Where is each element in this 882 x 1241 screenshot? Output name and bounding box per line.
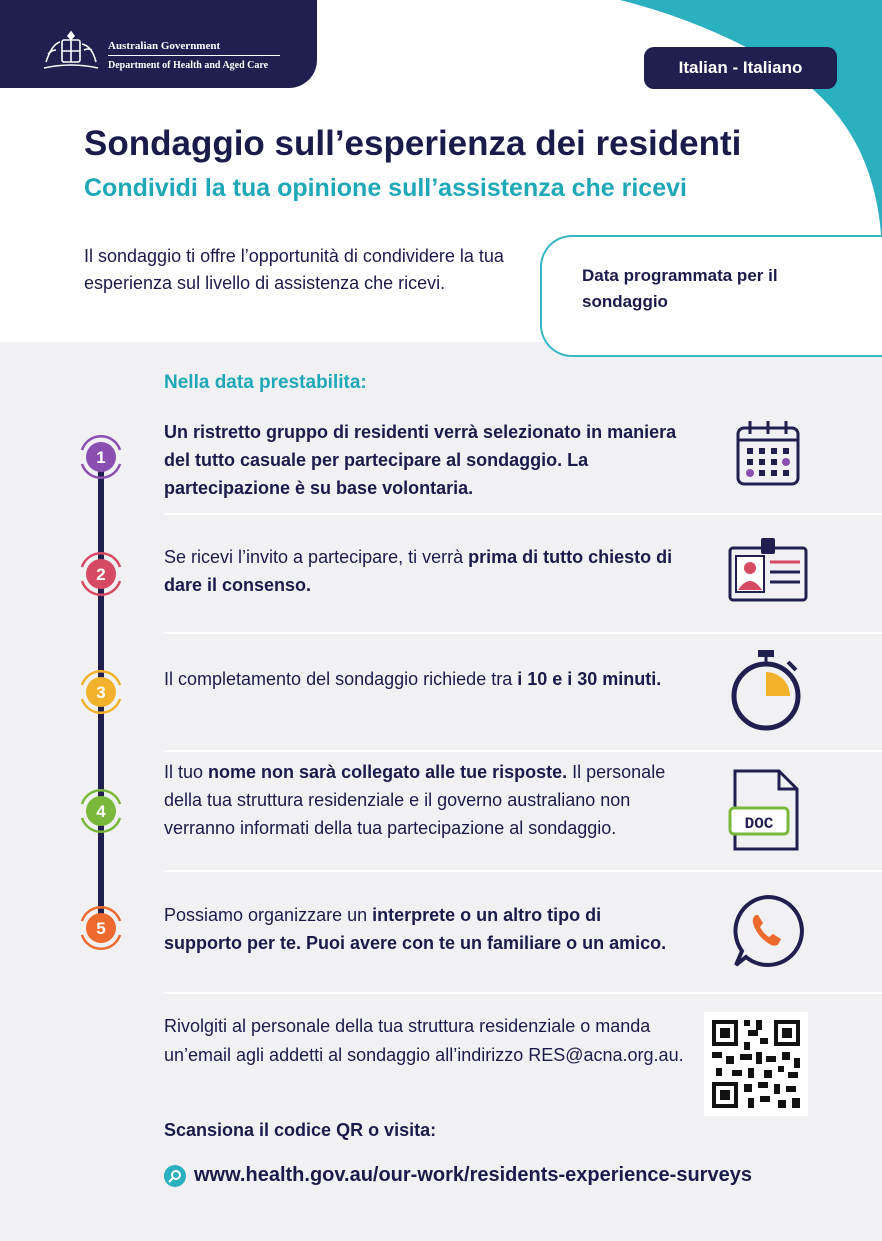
step-5-text: [164, 901, 684, 957]
step-2-badge: [76, 549, 126, 599]
government-name: Australian Government: [108, 40, 221, 52]
header-divider: [108, 55, 280, 56]
step-divider: [164, 870, 882, 872]
section-heading: Nella data prestabilita:: [164, 372, 367, 393]
step-3-number: 3: [96, 683, 106, 702]
scheduled-date-box: [540, 235, 882, 357]
step-4-badge: [76, 786, 126, 836]
coat-of-arms-icon: [40, 26, 102, 74]
doc-icon-label: DOC: [744, 815, 774, 833]
step-3-text-part: i 10 e i 30 minuti.: [517, 669, 662, 689]
step-4-text: [164, 758, 684, 842]
intro-paragraph: Il sondaggio ti offre l’opportunità di condividere la tua esperienza sul livello di assistenza che ricevi.: [84, 246, 504, 293]
search-icon: [164, 1165, 186, 1187]
id-card-icon: [728, 536, 808, 602]
step-3-text-part: Il completamento del sondaggio richiede tra: [164, 669, 518, 689]
survey-url-link[interactable]: www.health.gov.au/our-work/residents-experience-surveys: [194, 1164, 752, 1186]
step-5-text-part: Possiamo organizzare un: [164, 905, 373, 925]
phone-chat-icon: [730, 893, 806, 969]
step-5-number: 5: [96, 919, 106, 938]
step-1-badge: [76, 432, 126, 482]
step-divider: [164, 513, 882, 515]
language-badge: Italian - Italiano: [644, 47, 837, 89]
step-2-text-part: Se ricevi l’invito a partecipare, ti verrà: [164, 547, 469, 567]
step-3-text: [164, 665, 684, 693]
step-2-text: [164, 543, 684, 599]
department-name: Department of Health and Aged Care: [108, 60, 269, 71]
step-2-text-part: prima di tutto chiesto di dare il consenso.: [164, 547, 673, 595]
step-2-number: 2: [96, 565, 106, 584]
step-divider: [164, 632, 882, 634]
calendar-icon: [735, 418, 801, 488]
page-title: Sondaggio sull’esperienza dei residenti: [84, 124, 742, 163]
government-header: [0, 0, 317, 88]
step-5-text-part: interprete o un altro tipo di supporto per te. Puoi avere con te un familiare o un amico.: [164, 905, 667, 953]
step-3-badge: [76, 667, 126, 717]
step-4-text-part: nome non sarà collegato alle tue risposte.: [208, 762, 568, 782]
step-1-number: 1: [96, 448, 106, 467]
url-row[interactable]: [164, 1164, 752, 1187]
scheduled-date-label: Data programmata per il sondaggio: [582, 266, 778, 311]
scan-qr-label: Scansiona il codice QR o visita:: [164, 1120, 437, 1140]
step-1-text-part: Un ristretto gruppo di residenti verrà selezionato in maniera del tutto casuale per partecipare al sondaggio. La partecipazione è su base volontaria.: [164, 422, 677, 498]
step-4-text-part: Il personale della tua struttura residenziale e il governo australiano non verranno informati della tua partecipazione al sondaggio.: [164, 762, 666, 838]
qr-code[interactable]: [704, 1012, 808, 1116]
step-divider: [164, 750, 882, 752]
contact-paragraph: Rivolgiti al personale della tua struttura residenziale o manda un’email agli addetti al sondaggio all’indirizzo RES@acna.org.au.: [164, 1016, 684, 1065]
step-divider: [164, 992, 882, 994]
step-1-text: [164, 418, 684, 502]
step-4-number: 4: [96, 802, 106, 821]
stopwatch-icon: [728, 648, 804, 732]
page-subtitle: Condividi la tua opinione sull’assistenza che ricevi: [84, 174, 687, 202]
document-icon: [727, 768, 801, 852]
step-4-text-part: Il tuo: [164, 762, 209, 782]
step-5-badge: [76, 903, 126, 953]
